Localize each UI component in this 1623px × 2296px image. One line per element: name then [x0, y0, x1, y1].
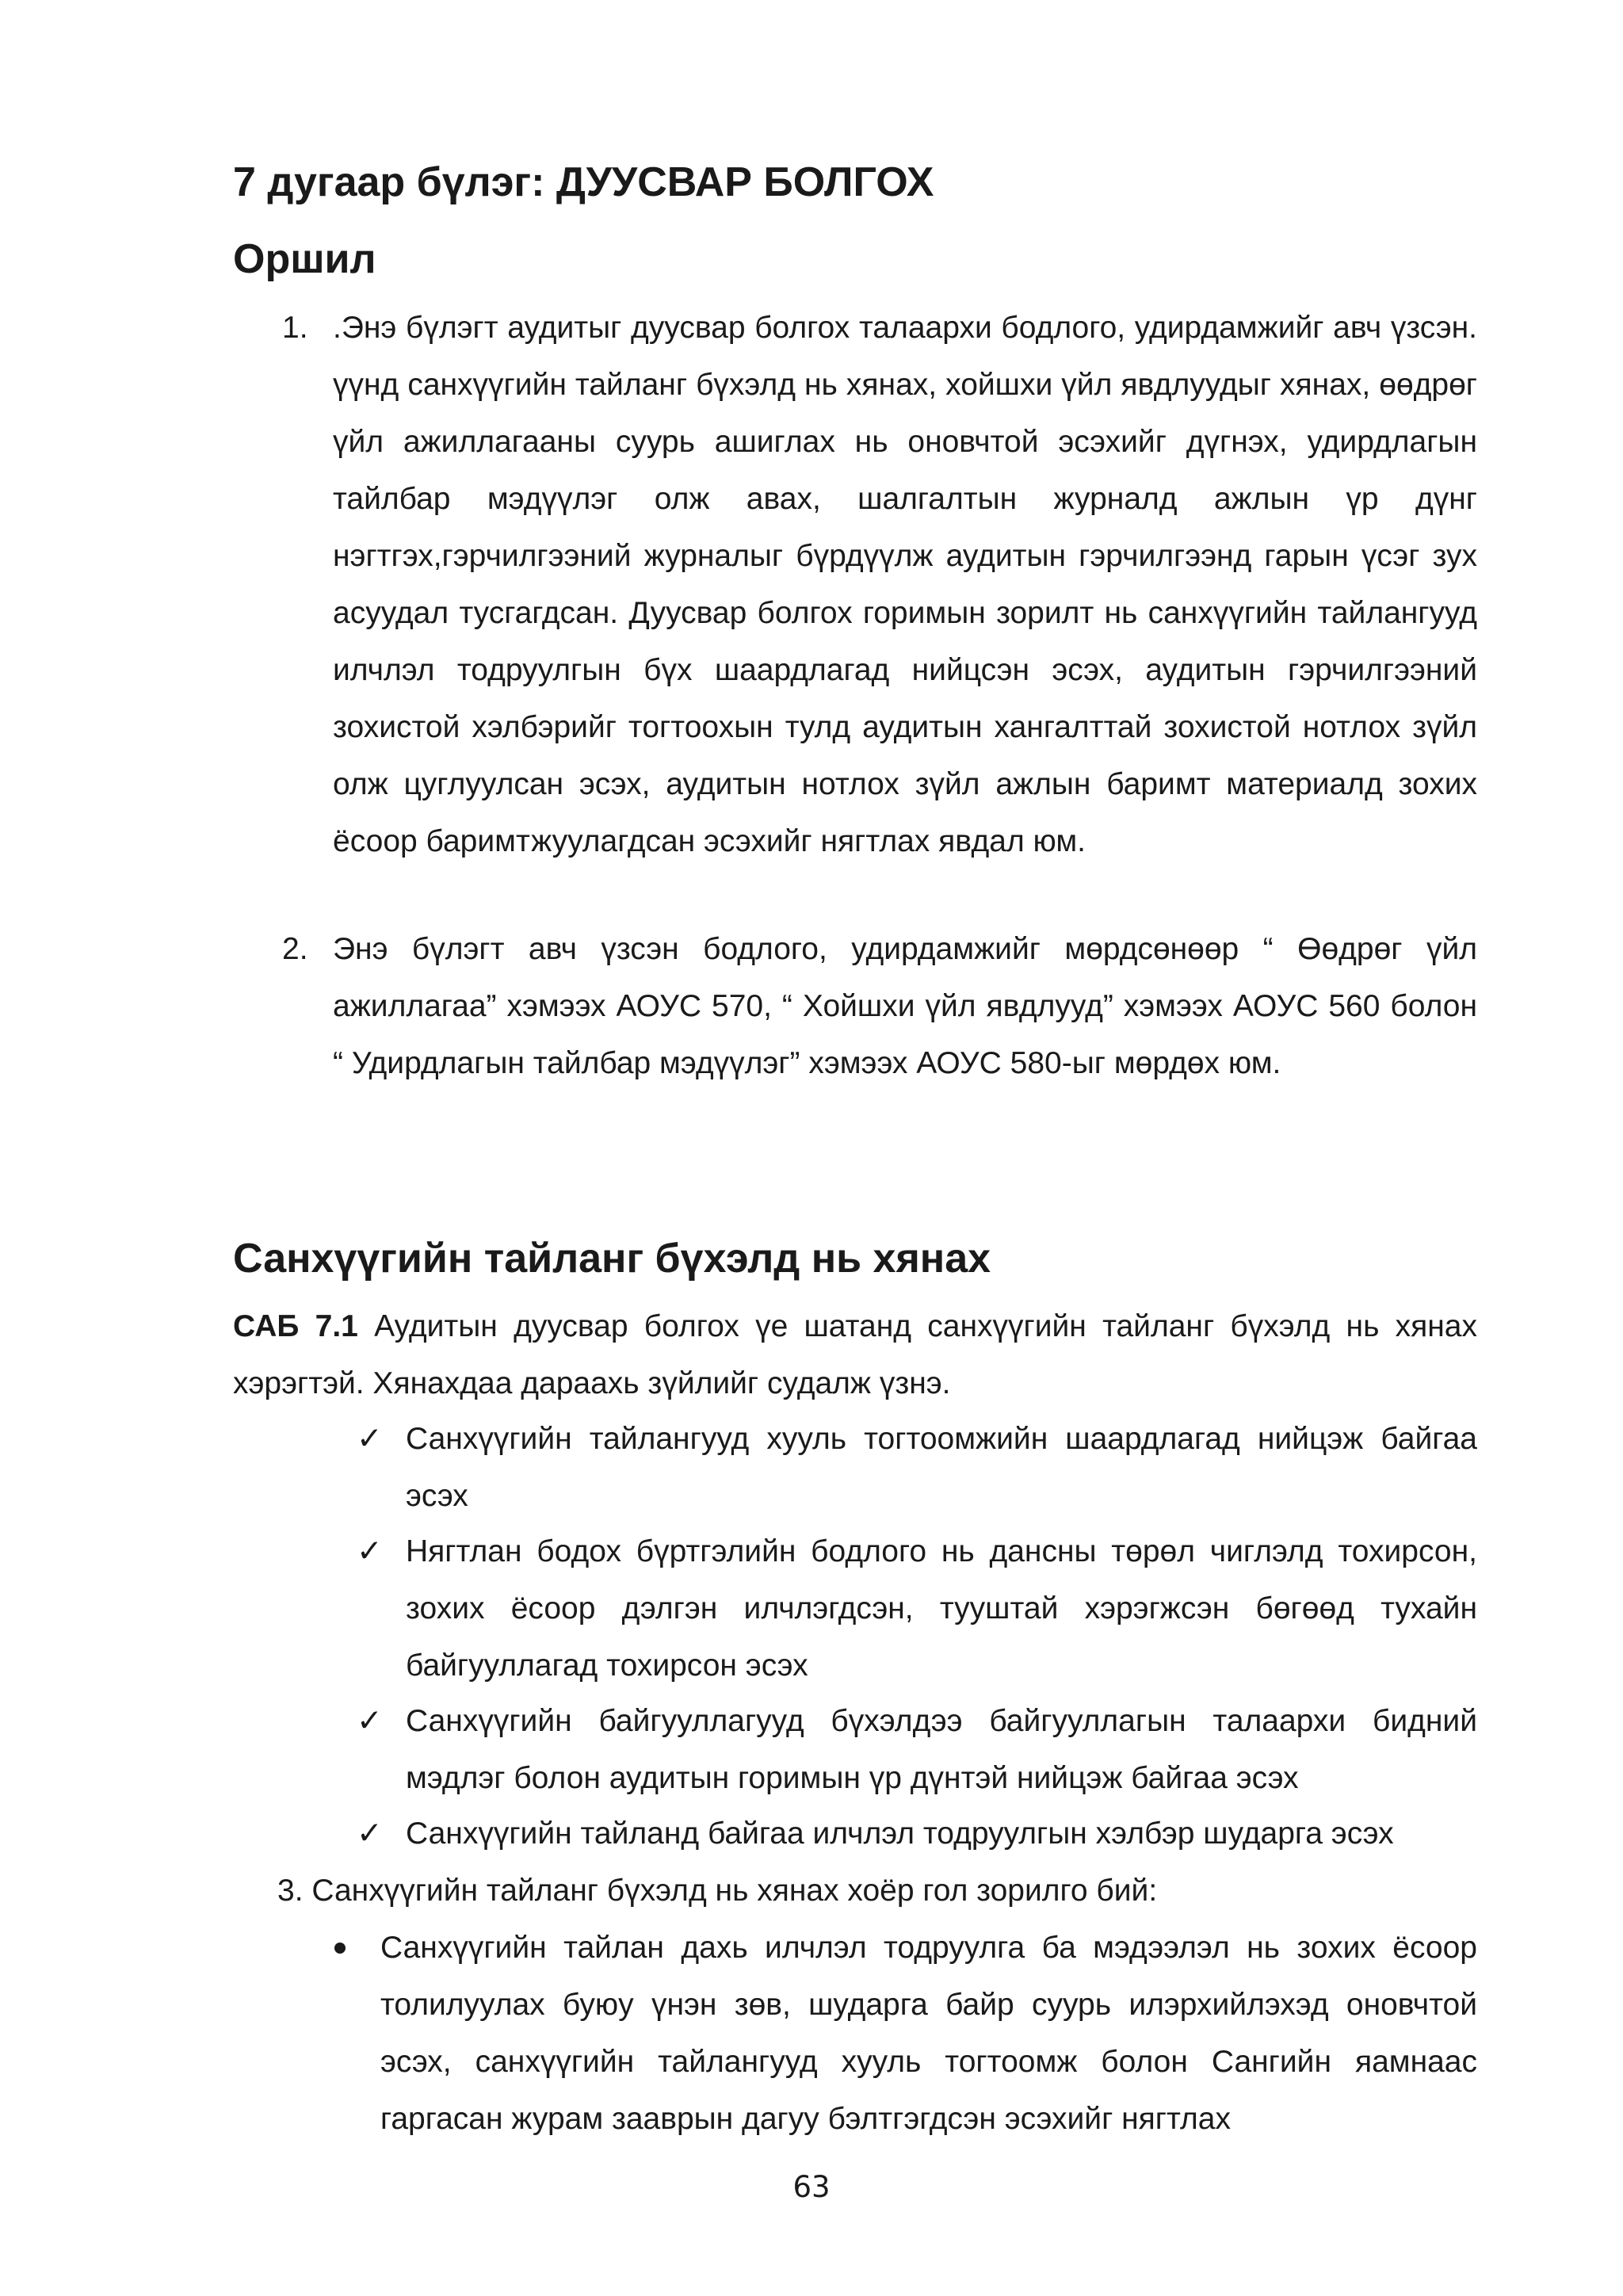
- checkmark-icon: ✓: [357, 1421, 383, 1457]
- intro-heading: Оршил: [233, 236, 376, 282]
- list-item: [233, 300, 1477, 870]
- list-item-number: 2.: [282, 932, 308, 966]
- list-item-text: .Энэ бүлэгт аудитыг дуусвар болгох талаархи бодлого, удирдамжийг авч үзсэн. үүнд санхүүгийн тайланг бүхэлд нь хянах, хойшхи үйл явдлуудыг хянах, өөдрөг үйл ажиллагааны суурь ашиглах нь оновчтой эсэхийг дүгнэх, удирдлагын тайлбар мэдүүлэг олж авах, шалгалтын журналд ажлын үр дүнг нэгтгэх,гэрчилгээний журналыг бүрдүүлж аудитын гэрчилгээнд гарын үсэг зух асуудал тусгагдсан. Дуусвар болгох горимын зорилт нь санхүүгийн тайлангууд илчлэл тодруулгын бүх шаардлагад нийцсэн эсэх, аудитын гэрчилгээний зохистой хэлбэрийг тогтоохын тулд аудитын хангалттай зохистой нотлох зүйл олж цуглуулсан эсэх, аудитын нотлох зүйл ажлын баримт материалд зохих ёсоор баримтжуулагдсан эсэхийг нягтлах явдал юм.: [333, 311, 1477, 858]
- checklist-item: [357, 1411, 1477, 1525]
- page-number: 63: [792, 2170, 831, 2204]
- checkmark-icon: ✓: [357, 1703, 383, 1739]
- saf-paragraph: [233, 1298, 1477, 1412]
- list-item-text: Энэ бүлэгт авч үзсэн бодлого, удирдамжийг мөрдсөнөөр “ Өөдрөг үйл ажиллагаа” хэмээх АОУС 570, “ Хойшхи үйл явдлууд” хэмээх АОУС 560 болон “ Удирдлагын тайлбар мэдүүлэг” хэмээх АОУС 580-ыг мөрдөх юм.: [333, 932, 1477, 1080]
- chapter-title: 7 дугаар бүлэг: ДУУСВАР БОЛГОХ: [233, 159, 934, 205]
- bullet-item-text: Санхүүгийн тайлан дахь илчлэл тодруулга ба мэдээлэл нь зохих ёсоор толилуулах буюу үнэн зөв, шударга байр суурь илэрхийлэхэд оновчтой эсэх, санхүүгийн тайлангууд хууль тогтоомж болон Сангийн яамнаас гаргасан журам зааврын дагуу бэлтгэгдсэн эсэхийг нягтлах: [380, 1931, 1477, 2136]
- checklist-item: [357, 1805, 1477, 1862]
- checkmark-icon: ✓: [357, 1534, 383, 1569]
- list-item-number: 1.: [282, 311, 308, 345]
- bullet-item: [331, 1920, 1477, 2148]
- saf-label: САБ 7.1: [233, 1309, 358, 1343]
- checklist-item-text: Санхүүгийн тайлангууд хууль тогтоомжийн шаардлагад нийцэж байгаа эсэх: [406, 1422, 1477, 1513]
- checklist-item-text: Санхүүгийн тайланд байгаа илчлэл тодруулгын хэлбэр шударга эсэх: [406, 1817, 1394, 1851]
- list-item: [233, 921, 1477, 1092]
- list-item-3: 3. Санхүүгийн тайланг бүхэлд нь хянах хоёр гол зорилго бий:: [277, 1874, 1158, 1908]
- checklist-item-text: Нягтлан бодох бүртгэлийн бодлого нь дансны төрөл чиглэлд тохирсон, зохих ёсоор дэлгэн илчлэгдсэн, тууштай хэрэгжсэн бөгөөд тухайн байгууллагад тохирсон эсэх: [406, 1534, 1477, 1683]
- checklist-item-text: Санхүүгийн байгууллагууд бүхэлдээ байгууллагын талаархи бидний мэдлэг болон аудитын горимын үр дүнтэй нийцэж байгаа эсэх: [406, 1704, 1477, 1795]
- saf-text: Аудитын дуусвар болгох үе шатанд санхүүгийн тайланг бүхэлд нь хянах хэрэгтэй. Хянахдаа дараахь зүйлийг судалж үзнэ.: [233, 1309, 1477, 1400]
- bullet-icon: [334, 1943, 346, 1954]
- checklist-item: [357, 1523, 1477, 1694]
- checklist-item: [357, 1693, 1477, 1807]
- section-heading: Санхүүгийн тайланг бүхэлд нь хянах: [233, 1236, 991, 1282]
- checkmark-icon: ✓: [357, 1816, 383, 1851]
